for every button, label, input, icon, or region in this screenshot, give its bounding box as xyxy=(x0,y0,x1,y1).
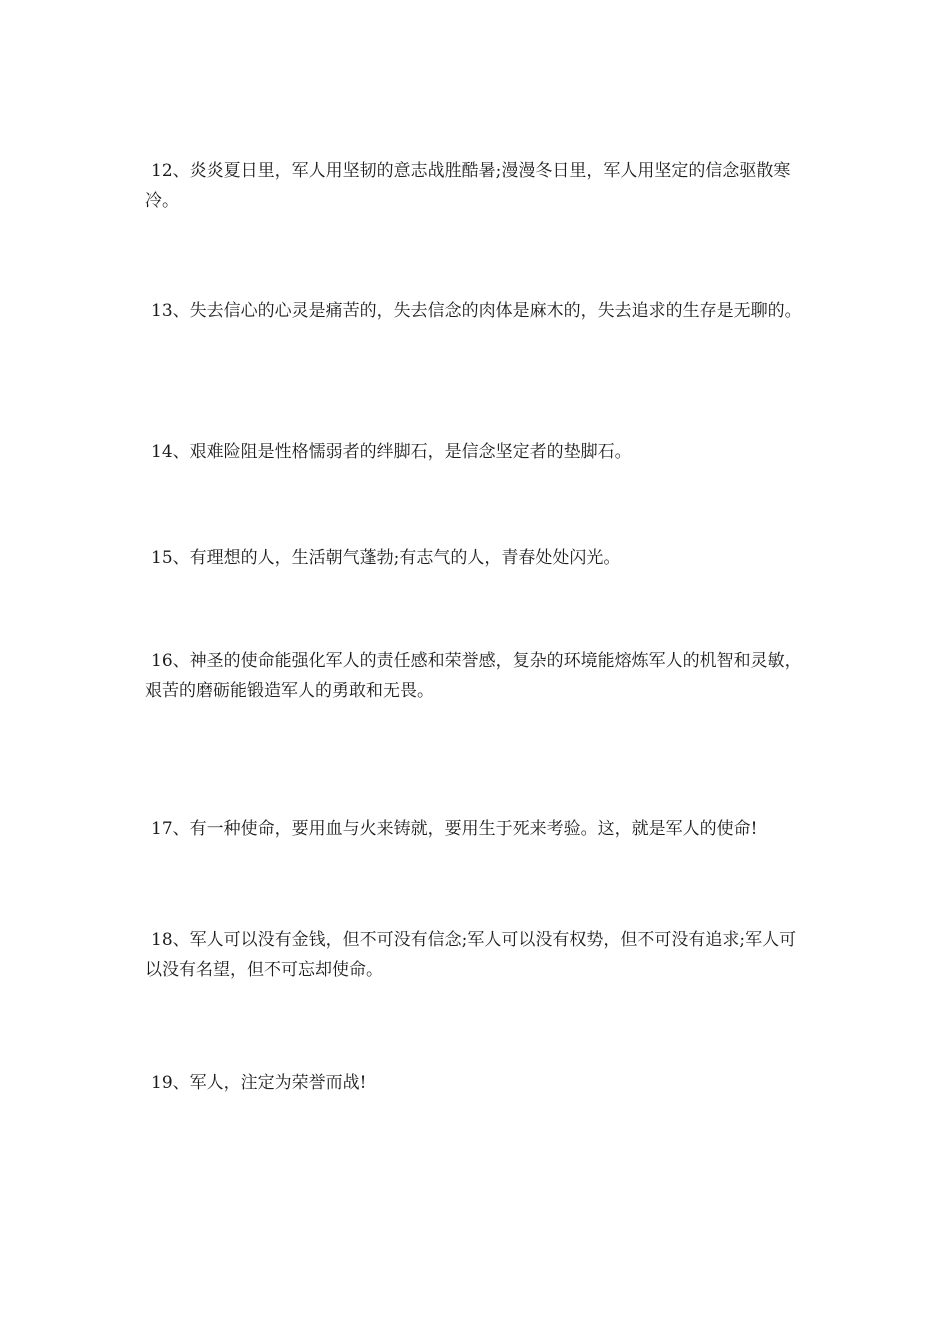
paragraph-19: 19、军人，注定为荣誉而战! xyxy=(151,1073,367,1093)
paragraph-16: 16、神圣的使命能强化军人的责任感和荣誉感，复杂的环境能熔炼军人的机智和灵敏，艰苦的磨砺能锻造军人的勇敢和无畏。 xyxy=(145,651,802,701)
paragraph-12: 12、炎炎夏日里，军人用坚韧的意志战胜酷暑;漫漫冬日里，军人用坚定的信念驱散寒冷。 xyxy=(145,161,791,211)
paragraph-18: 18、军人可以没有金钱，但不可没有信念;军人可以没有权势，但不可没有追求;军人可以没有名望，但不可忘却使命。 xyxy=(145,930,797,980)
paragraph-17: 17、有一种使命，要用血与火来铸就，要用生于死来考验。这，就是军人的使命! xyxy=(151,819,758,839)
paragraph-14: 14、艰难险阻是性格懦弱者的绊脚石，是信念坚定者的垫脚石。 xyxy=(151,442,632,462)
paragraph-13: 13、失去信心的心灵是痛苦的，失去信念的肉体是麻木的，失去追求的生存是无聊的。 xyxy=(151,301,802,321)
paragraph-15: 15、有理想的人，生活朝气蓬勃;有志气的人，青春处处闪光。 xyxy=(151,548,621,568)
